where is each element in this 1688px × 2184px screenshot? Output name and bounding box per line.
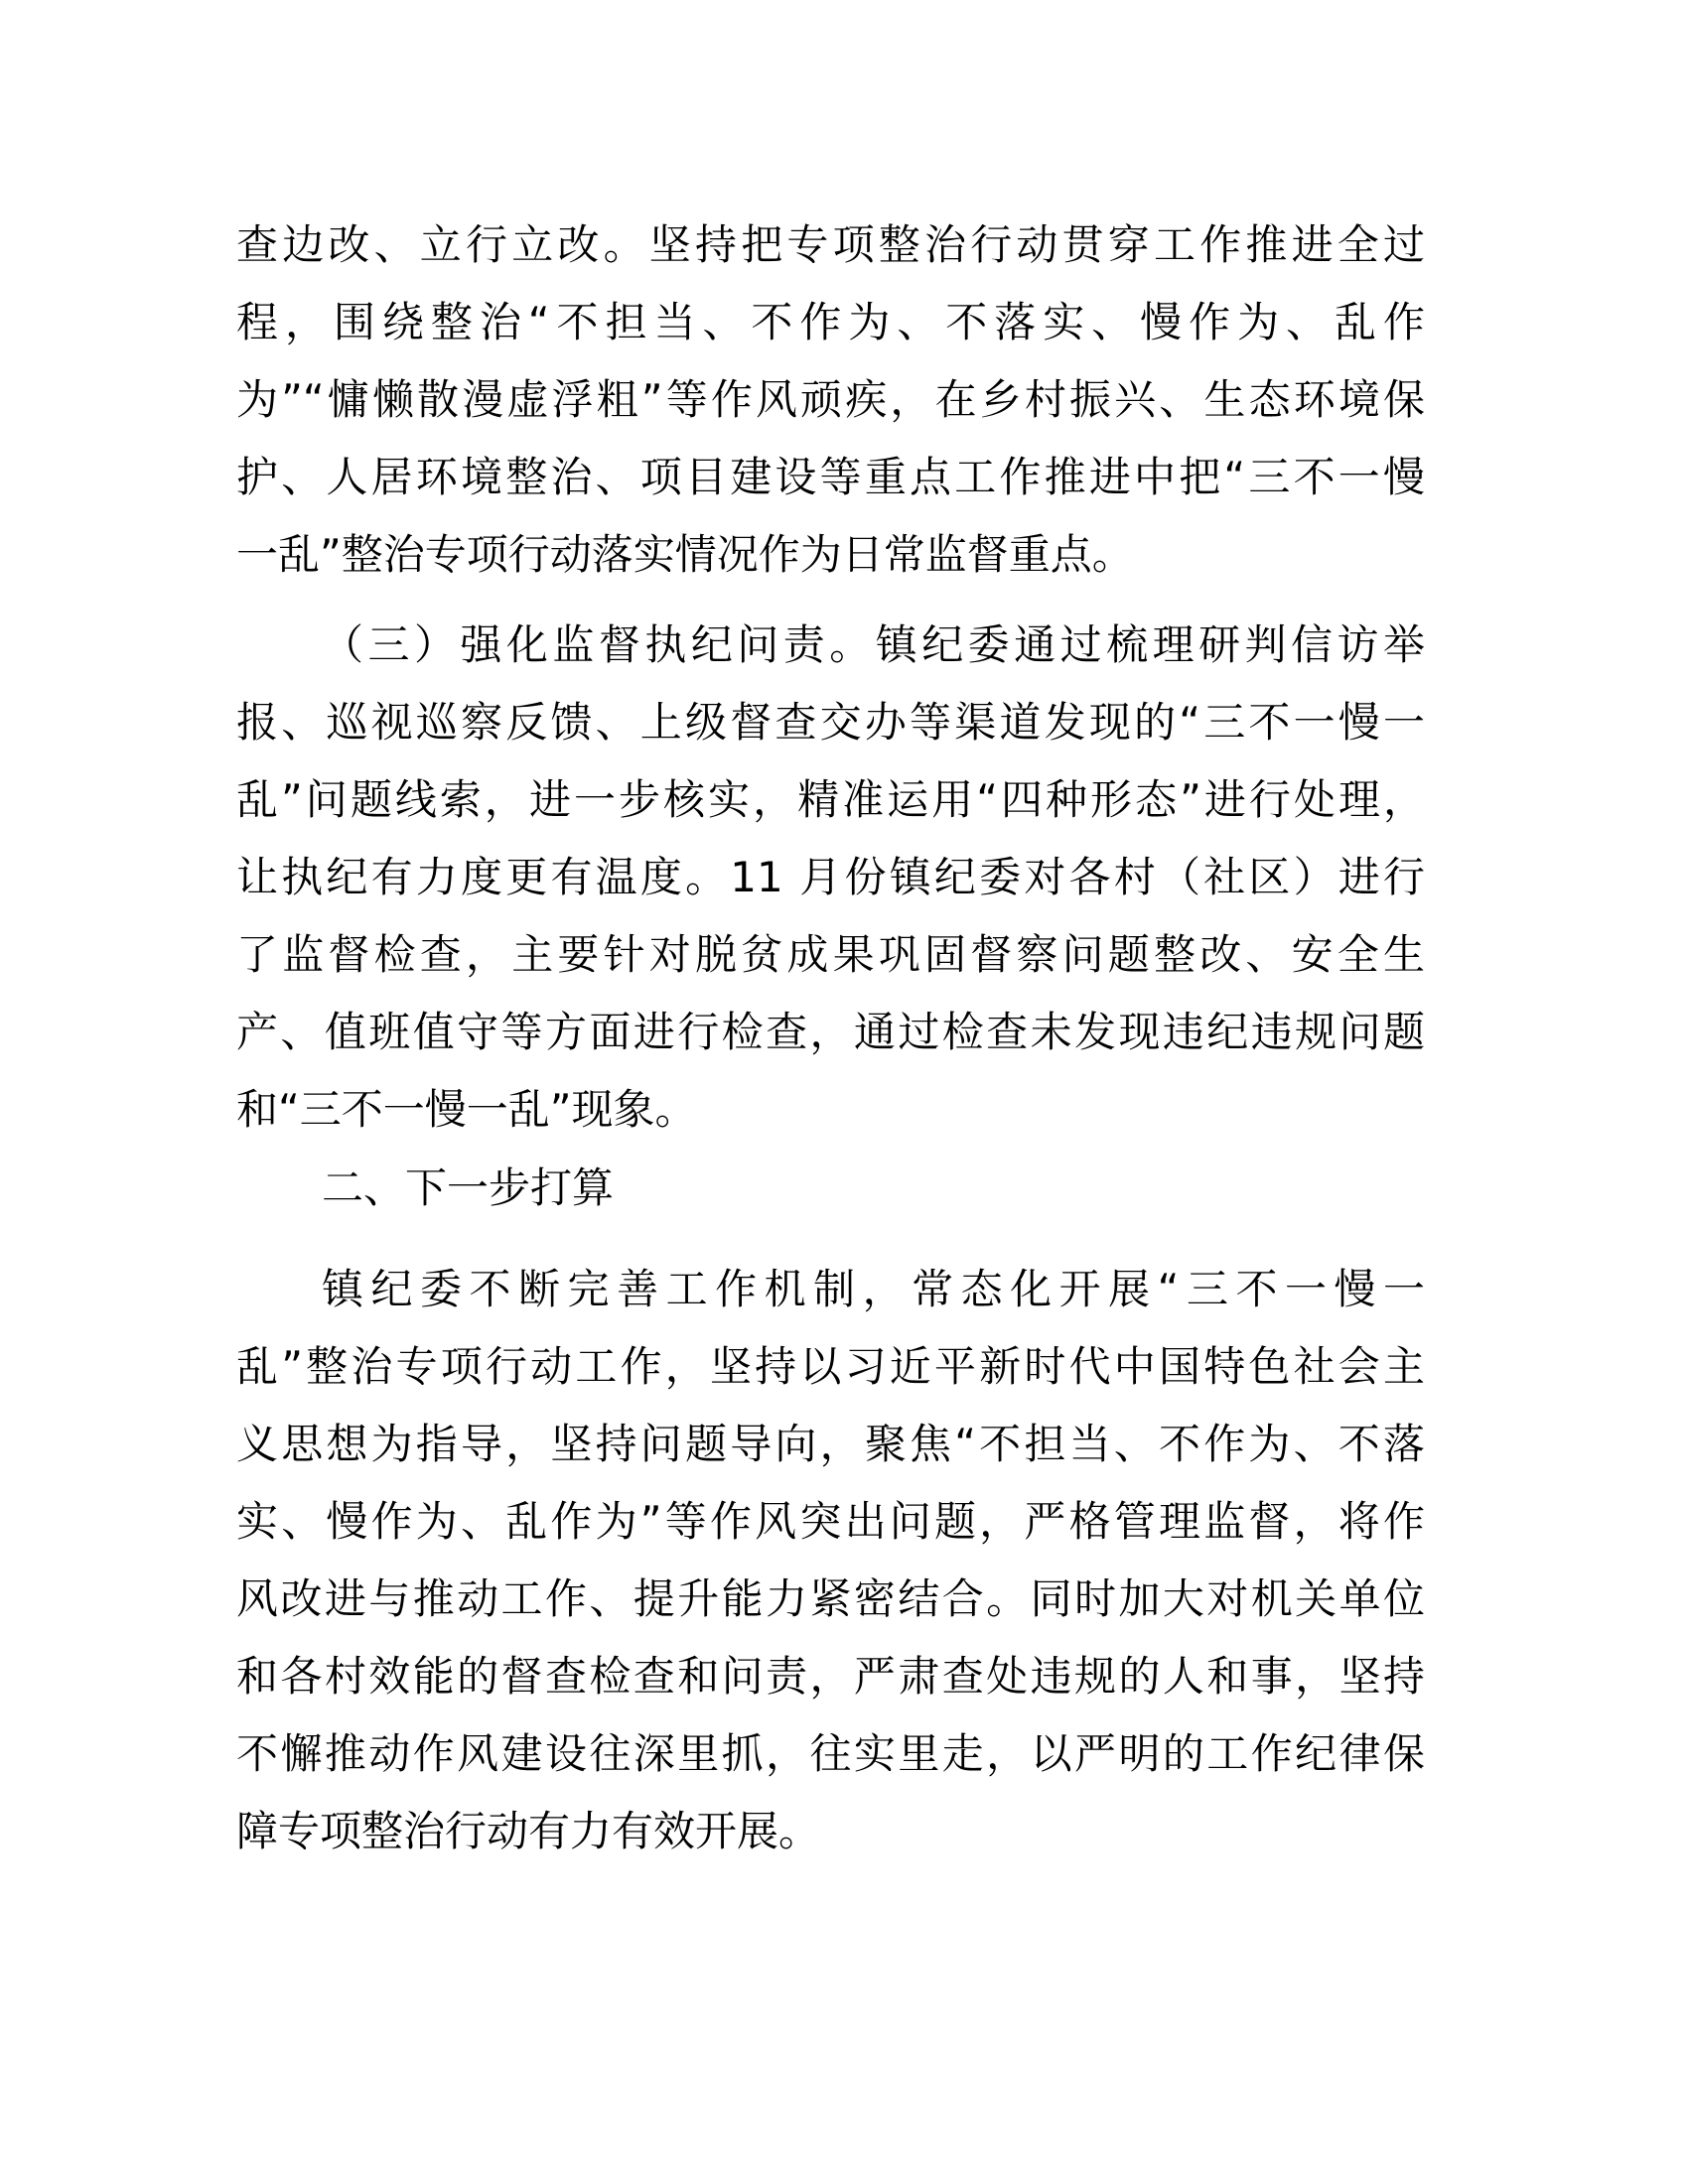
text-line: 义思想为指导，坚持问题导向，聚焦“不担当、不作为、不落 — [236, 1420, 1425, 1468]
text-line: 镇纪委不断完善工作机制，常态化开展“三不一慢一 — [322, 1265, 1425, 1313]
text-line: 一乱”整治专项行动落实情况作为日常监督重点。 — [236, 530, 1134, 579]
text-line: 为”“慵懒散漫虚浮粗”等作风顽疾，在乡村振兴、生态环境保 — [236, 375, 1425, 424]
section-heading — [236, 1150, 1425, 1227]
paragraph-supervision — [236, 607, 1425, 1149]
paragraph-next-steps — [236, 1251, 1425, 1870]
text-line: 乱”问题线索，进一步核实，精准运用“四种形态”进行处理， — [236, 775, 1425, 824]
text-line: 程，围绕整治“不担当、不作为、不落实、慢作为、乱作 — [236, 298, 1425, 346]
text-line: 查边改、立行立改。坚持把专项整治行动贯穿工作推进全过 — [236, 220, 1425, 269]
heading-next-steps: 二、下一步打算 — [322, 1163, 615, 1212]
paragraph-continuation — [236, 206, 1425, 594]
text-line: 了监督检查，主要针对脱贫成果巩固督察问题整改、安全生 — [236, 930, 1425, 979]
text-line: 让执纪有力度更有温度。11 月份镇纪委对各村（社区）进行 — [236, 853, 1425, 901]
text-line: 和各村效能的督查检查和问责，严肃查处违规的人和事，坚持 — [236, 1652, 1425, 1701]
text-line: 护、人居环境整治、项目建设等重点工作推进中把“三不一慢 — [236, 453, 1425, 501]
text-line: 实、慢作为、乱作为”等作风突出问题，严格管理监督，将作 — [236, 1497, 1425, 1546]
text-line: 产、值班值守等方面进行检查，通过检查未发现违纪违规问题 — [236, 1008, 1425, 1056]
text-line: 乱”整治专项行动工作，坚持以习近平新时代中国特色社会主 — [236, 1342, 1425, 1391]
text-line: 和“三不一慢一乱”现象。 — [236, 1085, 697, 1134]
text-line: 不懈推动作风建设往深里抓，往实里走，以严明的工作纪律保 — [236, 1729, 1425, 1778]
text-line: 风改进与推动工作、提升能力紧密结合。同时加大对机关单位 — [236, 1574, 1425, 1623]
text-line: （三）强化监督执纪问责。镇纪委通过梳理研判信访举 — [322, 620, 1425, 669]
text-line: 障专项整治行动有力有效开展。 — [236, 1807, 821, 1855]
text-line: 报、巡视巡察反馈、上级督查交办等渠道发现的“三不一慢一 — [236, 698, 1425, 747]
